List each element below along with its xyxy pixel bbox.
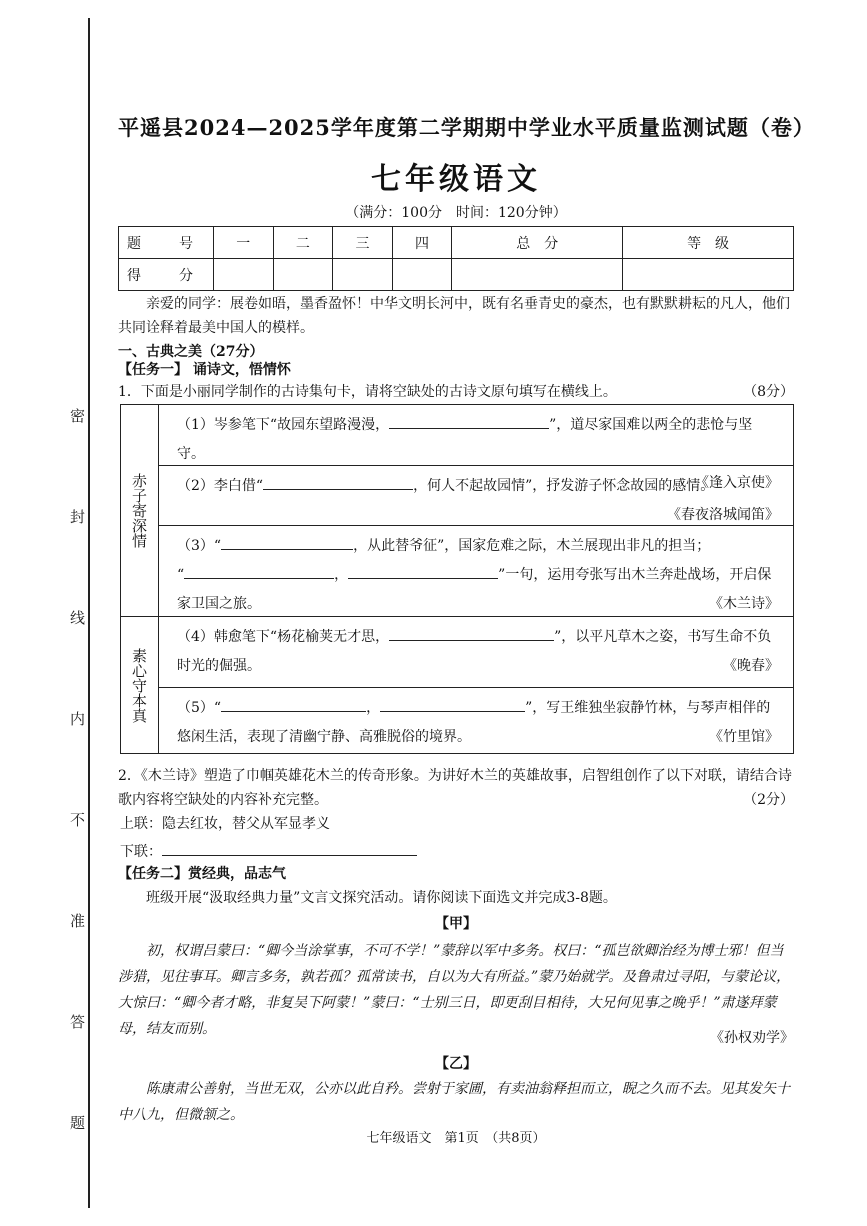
question-2-score: （2分） <box>743 792 794 808</box>
poem-item-text: ， <box>366 700 381 716</box>
task1-title: 【任务一】 诵诗文，悟情怀 <box>118 362 291 378</box>
score-header-cell: 三 <box>333 227 393 259</box>
poem-item <box>159 688 793 753</box>
question-1 <box>118 380 794 404</box>
answer-blank[interactable] <box>389 414 549 429</box>
poem-source: 《竹里馆》 <box>709 729 779 745</box>
poem-item <box>159 526 793 617</box>
exam-meta: （满分：100分 时间：120分钟） <box>345 205 567 221</box>
couplet-lower-label: 下联： <box>120 844 162 860</box>
score-cell[interactable] <box>214 259 274 291</box>
score-header-cell: 一 <box>214 227 274 259</box>
passage-a-source: 《孙权劝学》 <box>710 1030 794 1046</box>
poem-item-text: “ <box>177 567 185 583</box>
exam-title: 平遥县2024—2025学年度第二学期期中学业水平质量监测试题（卷） <box>118 115 815 140</box>
task2-intro: 班级开展“汲取经典力量”文言文探究活动。请你阅读下面选文并完成3-8题。 <box>146 890 617 906</box>
poem-item-text: （1）岑参笔下“故园东望路漫漫， <box>177 417 390 433</box>
poem-source: 《晚春》 <box>723 658 779 674</box>
score-header-cell: 等 级 <box>623 227 794 259</box>
score-cell[interactable] <box>392 259 452 291</box>
score-table <box>118 226 794 291</box>
answer-blank[interactable] <box>162 841 417 856</box>
score-header-cell: 四 <box>392 227 452 259</box>
seal-line-notice: 密 封 线 内 不 准 答 题 <box>68 408 86 1164</box>
passage-b-label: 【乙】 <box>435 1056 477 1072</box>
poem-item-text: ”一句，运用夸张写出木兰奔赴战场，开启保家卫国之旅。 <box>177 567 772 612</box>
poem-item-text: ， <box>334 567 349 583</box>
poem-item-text: ”，以平凡草木之姿，书写生命不负时光的倔强。 <box>177 629 772 674</box>
answer-blank[interactable] <box>380 697 525 712</box>
score-cell[interactable] <box>333 259 393 291</box>
score-cell[interactable] <box>623 259 794 291</box>
answer-blank[interactable] <box>263 475 413 490</box>
poem-item <box>159 617 793 688</box>
passage-a: 初，权谓吕蒙曰：“卿今当涂掌事，不可不学！”蒙辞以军中多务。权曰：“孤岂欲卿治经为博士邪！但当涉猎，见往事耳。卿言多务，孰若孤？孤常读书，自以为大有所益。”蒙乃始就学。及鲁肃过寻阳，与蒙论议，大惊曰：“卿今者才略，非复吴下阿蒙！”蒙曰：“士别三日，即更刮目相待，大兄何见事之晚乎！”肃遂拜蒙母，结友而别。 <box>118 943 791 1037</box>
poem-source: 《逢入京使》 <box>695 475 779 491</box>
poem-item-text: ”，道尽家国难以两全的悲怆与坚守。 <box>177 417 753 462</box>
answer-blank[interactable] <box>348 564 498 579</box>
score-header-cell: 二 <box>273 227 333 259</box>
task2-title: 【任务二】赏经典，品志气 <box>118 866 286 882</box>
section-title: 一、古典之美（27分） <box>118 344 264 360</box>
answer-blank[interactable] <box>184 564 334 579</box>
poem-item-text: （2）李白借“ <box>177 478 264 494</box>
couplet-upper: 上联：隐去红妆，替父从军显孝义 <box>120 816 330 832</box>
score-cell[interactable] <box>273 259 333 291</box>
poem-item-text: （3）“ <box>177 538 222 554</box>
poem-item <box>159 466 793 526</box>
category-label: 赤子寄深情 <box>121 405 159 617</box>
intro-paragraph: 亲爱的同学：展卷如晤，墨香盈怀！中华文明长河中，既有名垂青史的豪杰，也有默默耕耘的凡人，他们共同诠释着最美中国人的模样。 <box>118 296 790 336</box>
question-2 <box>118 764 794 812</box>
poem-source: 《木兰诗》 <box>709 596 779 612</box>
answer-blank[interactable] <box>389 626 554 641</box>
exam-subject: 七年级语文 <box>371 162 541 197</box>
score-row-label: 得 分 <box>119 259 214 291</box>
answer-blank[interactable] <box>221 697 366 712</box>
answer-blank[interactable] <box>221 535 353 550</box>
poem-item-text: ，从此替爷征”，国家危难之际，木兰展现出非凡的担当； <box>353 538 711 554</box>
question-1-text: 1．下面是小丽同学制作的古诗集句卡，请将空缺处的古诗文原句填写在横线上。 <box>118 384 617 400</box>
couplet-lower <box>120 840 796 864</box>
poem-source: 《春夜洛城闻笛》 <box>667 507 779 523</box>
poem-item-text: （5）“ <box>177 700 222 716</box>
poem-item-text: （4）韩愈笔下“杨花榆荚无才思， <box>177 629 390 645</box>
score-header-cell: 总 分 <box>452 227 623 259</box>
question-1-score: （8分） <box>743 384 794 400</box>
score-header-cell: 题 号 <box>119 227 214 259</box>
score-table-header-row <box>119 227 794 259</box>
seal-line <box>88 18 90 1208</box>
poem-item-text: ，何人不起故园情”，抒发游子怀念故园的感情。 <box>413 478 715 494</box>
category-label: 素心守本真 <box>121 617 159 753</box>
page-footer: 七年级语文 第1页 （共8页） <box>366 1131 546 1146</box>
score-cell[interactable] <box>452 259 623 291</box>
score-table-score-row <box>119 259 794 291</box>
poem-item-text: ”，写王维独坐寂静竹林，与琴声相伴的悠闲生活，表现了清幽宁静、高雅脱俗的境界。 <box>177 700 771 745</box>
passage-b: 陈康肃公善射，当世无双，公亦以此自矜。尝射于家圃，有卖油翁释担而立，睨之久而不去。见其发矢十中八九，但微颔之。 <box>118 1081 790 1123</box>
question-2-text: 2．《木兰诗》塑造了巾帼英雄花木兰的传奇形象。为讲好木兰的英雄故事，启智组创作了以下对联，请结合诗歌内容将空缺处的内容补充完整。 <box>118 768 792 808</box>
passage-a-label: 【甲】 <box>435 916 477 932</box>
poem-card <box>120 404 794 754</box>
